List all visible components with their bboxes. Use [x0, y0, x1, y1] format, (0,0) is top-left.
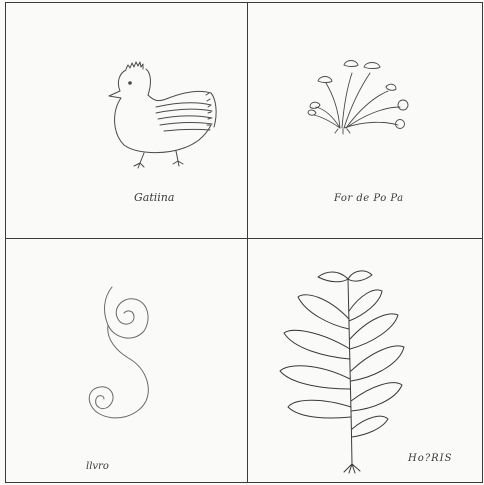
cell-bottom-left [6, 239, 247, 482]
caption-spiral: llvro [86, 461, 109, 472]
cell-top-right [248, 3, 483, 238]
caption-plant: Ho?RIS [408, 453, 453, 464]
chicken-drawing-icon [6, 3, 247, 238]
caption-chicken: Gatiina [134, 191, 175, 204]
caption-flower: For de Po Pa [334, 193, 404, 204]
cell-bottom-right [248, 239, 483, 482]
cell-top-left [6, 3, 247, 238]
plant-drawing-icon [248, 239, 483, 482]
spiral-drawing-icon [6, 239, 247, 482]
